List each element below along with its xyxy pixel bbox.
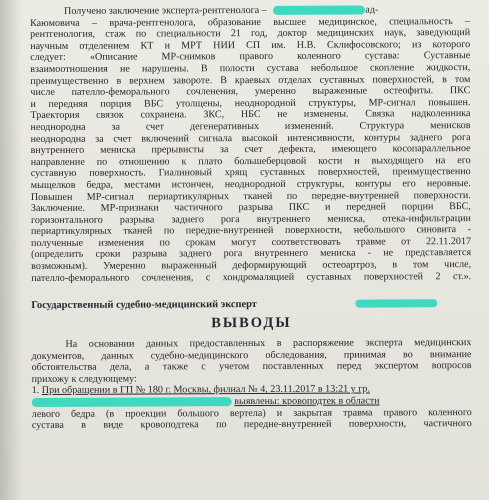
opinion-line: научным отделением КТ и МРТ НИИ СП им. Н.В. Склифосовского; из которого <box>30 38 471 52</box>
conclusions-line: документов, данных судебно-медицинского обследования, принимая во внимание <box>31 348 472 362</box>
opinion-line: следует: «Описание МР-снимков правого коленного сустава: Суставные <box>30 50 471 64</box>
opinion-line: (определить сроки разрыва заднего рога внутреннего мениска - не представляется <box>31 247 472 261</box>
opinion-line: суставную поверхность. Гиалиновый хрящ суставных поверхностей, преимущественно <box>30 166 471 180</box>
opinion-line: преимущественно в верхнем завороте. В краевых отделах суставных поверхностей, в том <box>30 73 471 87</box>
item-1-line-2-text: выявлены: кровоподтек в области <box>234 395 380 408</box>
opinion-line: Заключение. МР-признаки частичного разрыва ПКС и передней порции ВБС, <box>30 201 471 215</box>
opinion-line: пателло-феморального сочленения, с хондромаляцией суставных поверхностей 2 ст.». <box>31 270 472 284</box>
opinion-line: Каюмовича – врача-рентгенолога, образование высшее медицинское, специальность – <box>30 15 471 29</box>
opinion-line: взаимоотношения не нарушены. В полости сустава небольшое скопление жидкости, <box>30 62 471 75</box>
item-1-lead: При обращении в ГП № 180 г. Москвы, филиал № 4, 23.11.2017 в 13:21 у гр. <box>41 383 370 397</box>
opinion-line: горизонтального разрыва заднего рога внутреннего мениска, отека-инфильтрации <box>30 212 471 226</box>
opinion-line: направление по отношению к плато большеберцовой кости и выходящего на его <box>30 154 471 168</box>
opinion-line: возможным). Умеренно выраженный деформирующий остеоартроз, в том числе, <box>31 259 472 273</box>
opinion-line: полученные изменения по срокам могут соответствовать травме от 22.11.2017 <box>31 235 472 249</box>
conclusions-line: обстоятельства дела, а также с учетом поставленных перед экспертом вопросов <box>31 360 472 374</box>
item-1-line-3: левого бедра (в проекции большого вертела) и закрытая травма правого коленного <box>31 406 472 420</box>
opinion-line: периартикулярных тканей по передне-внутренней поверхности, небольшого синовита - <box>30 224 472 238</box>
opinion-line: Повышен МР-сигнал периартикулярных тканей по передне-внутренней поверхности. <box>30 189 471 203</box>
conclusions-line: На основании данных предоставленных в распоряжение эксперта медицинских <box>65 337 472 350</box>
opinion-line: Траектория связок сохранена. ЗКС, НБС не изменены. Связка надколенника <box>30 108 471 122</box>
opinion-line: и передняя порция ВБС утолщены, неоднородной структуры, МР-сигнал повышен. <box>30 96 471 110</box>
expert-title-line <box>31 298 471 312</box>
opinion-line: неоднородна за счет дегенеративных изменений. Структура менисков <box>30 120 471 133</box>
redaction-mark <box>273 6 365 15</box>
opinion-paragraph <box>30 16 471 285</box>
page-shadow <box>0 0 22 500</box>
opinion-line: мыщелков бедра, местами истончен, неоднородной структуры, контуры его неровные. <box>30 177 471 191</box>
item-1-line-4: сустава в виде кровоподтека по передне-внутренней поверхности, частичного <box>31 418 472 432</box>
redaction-mark <box>32 397 232 407</box>
conclusions-line: прихожу к следующему: <box>31 373 137 385</box>
opinion-line-1-text: Получено заключение эксперта-рентгенолога – <box>63 4 267 17</box>
opinion-line: рентгенология, стаж по специальности 21 год, доктор медицинских наук, заведующий <box>30 27 471 41</box>
expert-title: Государственный судебно-медицинский эксперт <box>31 298 257 311</box>
opinion-line: неоднородна за счет включений сигнала высокой интенсивности, контуры заднего рога <box>30 131 471 145</box>
opinion-line: внутреннего мениска прерывисты за счет дефекта, имеющего косопараллельное <box>30 143 471 157</box>
opinion-line: числе пателло-феморального сочленения, умеренно выраженные остеофиты. ПКС <box>30 85 471 99</box>
document-text <box>30 4 472 432</box>
conclusion-item-1 <box>32 383 472 431</box>
conclusions-intro <box>31 337 471 385</box>
conclusions-heading: ВЫВОДЫ <box>211 315 292 332</box>
name-tail: ад- <box>365 4 379 16</box>
item-number: 1. <box>31 385 40 397</box>
redaction-mark <box>355 300 437 308</box>
